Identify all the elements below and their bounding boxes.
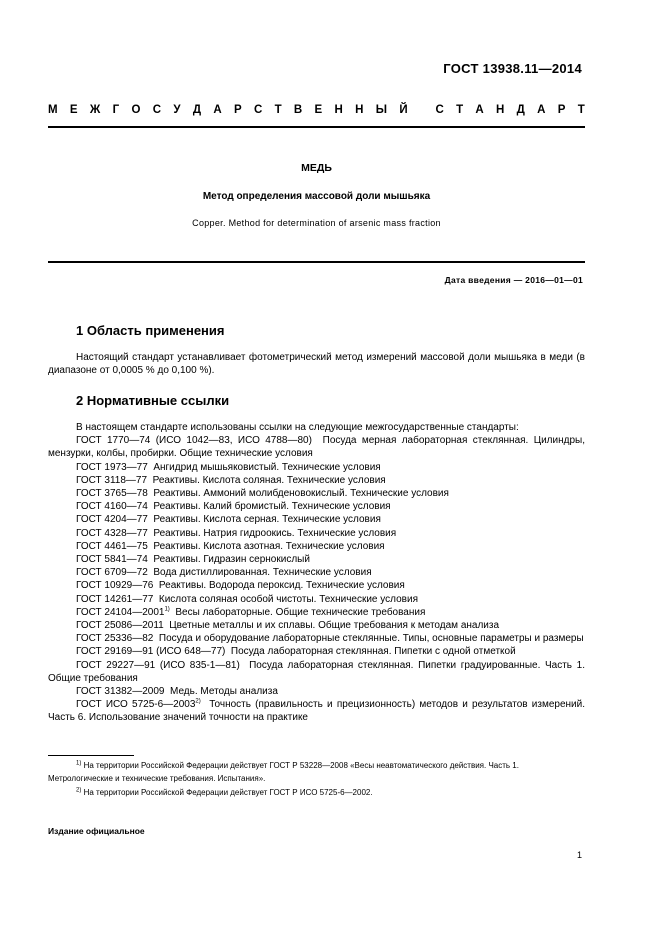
top-divider xyxy=(48,126,585,128)
reference-text-rest: Точность (правильность и прецизионность) методов и результатов измерений. Часть 6. Использование значений точности на практике xyxy=(48,699,588,724)
reference-line xyxy=(48,487,585,500)
reference-text: В настоящем стандарте использованы ссылки на следующие межгосударственные стандарты: xyxy=(76,422,519,433)
reference-line xyxy=(48,659,588,685)
footnote-text: На территории Российской Федерации действует ГОСТ Р ИСО 5725-6—2002. xyxy=(81,788,373,797)
reference-text: ГОСТ 24104—2001 xyxy=(76,606,165,618)
reference-line xyxy=(48,540,585,553)
interstate-letter: Н xyxy=(334,104,343,116)
interstate-letter: Т xyxy=(456,104,464,116)
interstate-letter: Ж xyxy=(89,104,101,116)
reference-line xyxy=(48,421,585,434)
reference-line xyxy=(48,645,585,658)
reference-line xyxy=(48,553,585,566)
interstate-letter xyxy=(420,104,423,116)
interstate-letter: М xyxy=(48,104,58,116)
reference-line xyxy=(48,632,585,645)
footnote-mark: 2) xyxy=(76,787,82,794)
document-code: ГОСТ 13938.11—2014 xyxy=(443,61,582,76)
reference-text: ГОСТ 25086—2011 Цветные металлы и их сплавы. Общие требования к методам анализа xyxy=(76,620,500,632)
reference-text: ГОСТ 29227—91 (ИСО 835-1—81) Посуда лабораторная стеклянная. Пипетки градуированные. Часть 1. Общие требования xyxy=(48,659,588,684)
section-1-body xyxy=(48,351,585,377)
reference-text: ГОСТ 14261—77 Кислота соляная особой чистоты. Технические условия xyxy=(76,593,418,605)
section-2-body xyxy=(48,421,588,725)
reference-text: ГОСТ 29169—91 (ИСО 648—77) Посуда лабораторная стеклянная. Пипетки с одной отметкой xyxy=(76,646,516,658)
interstate-letter: А xyxy=(475,104,484,116)
footnote-mark: 1) xyxy=(164,606,170,613)
introduction-date: Дата введения — 2016—01—01 xyxy=(444,275,583,285)
reference-text: ГОСТ 4204—77 Реактивы. Кислота серная. Технические условия xyxy=(76,514,381,526)
footnote-divider xyxy=(48,755,134,756)
interstate-letter: Н xyxy=(355,104,364,116)
reference-text: ГОСТ ИСО 5725-6—2003 xyxy=(76,699,196,711)
interstate-letter: Ы xyxy=(375,104,388,116)
reference-line xyxy=(48,566,585,579)
interstate-standard-heading xyxy=(48,104,585,116)
interstate-letter: С xyxy=(435,104,444,116)
footnote xyxy=(48,760,585,785)
section-1-paragraph: Настоящий стандарт устанавливает фотометрический метод измерений массовой доли мышьяка в меди (в диапазоне от 0,0005 % до 0,100 %). xyxy=(48,352,585,377)
reference-line xyxy=(48,619,585,632)
reference-line xyxy=(48,513,585,526)
interstate-letter: Т xyxy=(274,104,282,116)
interstate-letter: Р xyxy=(557,104,566,116)
section-1-heading: 1 Область применения xyxy=(76,323,225,338)
document-title: МЕДЬ xyxy=(301,162,332,174)
footnote-text: На территории Российской Федерации действует ГОСТ Р 53228—2008 «Весы неавтоматического действия. Часть 1. Метрологические и технические требования. Испытания». xyxy=(48,761,519,783)
reference-line xyxy=(48,527,585,540)
interstate-letter: Д xyxy=(516,104,525,116)
interstate-letter: А xyxy=(537,104,546,116)
interstate-letter: Е xyxy=(69,104,78,116)
reference-line xyxy=(48,606,585,619)
interstate-letter: О xyxy=(131,104,141,116)
reference-text: ГОСТ 6709—72 Вода дистиллированная. Технические условия xyxy=(76,567,372,579)
reference-text: ГОСТ 10929—76 Реактивы. Водорода пероксид. Технические условия xyxy=(76,580,405,592)
interstate-letter: А xyxy=(213,104,222,116)
interstate-letter: Н xyxy=(496,104,505,116)
footnote xyxy=(48,787,585,800)
reference-text: ГОСТ 1973—77 Ангидрид мышьяковистый. Технические условия xyxy=(76,461,381,473)
interstate-letter: С xyxy=(152,104,162,116)
title-divider xyxy=(48,261,585,263)
reference-text: ГОСТ 5841—74 Реактивы. Гидразин сернокислый xyxy=(76,554,310,566)
interstate-letter: Г xyxy=(112,104,120,116)
interstate-letter: У xyxy=(173,104,181,116)
reference-line xyxy=(48,461,585,474)
interstate-letter: Е xyxy=(314,104,323,116)
interstate-letter: Й xyxy=(399,104,408,116)
section-2-heading: 2 Нормативные ссылки xyxy=(76,393,230,408)
reference-line xyxy=(48,434,588,460)
reference-text: ГОСТ 1770—74 (ИСО 1042—83, ИСО 4788—80) Посуда мерная лабораторная стеклянная. Цилиндры, мензурки, колбы, пробирки. Общие технические условия xyxy=(48,435,588,460)
document-subtitle: Метод определения массовой доли мышьяка xyxy=(202,191,431,202)
reference-text: ГОСТ 4461—75 Реактивы. Кислота азотная. Технические условия xyxy=(76,540,385,552)
reference-text: ГОСТ 4160—74 Реактивы. Калий бромистый. Технические условия xyxy=(76,501,391,513)
reference-line xyxy=(48,500,585,513)
interstate-letter: Т xyxy=(577,104,585,116)
reference-text-rest: Весы лабораторные. Общие технические требования xyxy=(169,606,426,618)
reference-text: ГОСТ 3765—78 Реактивы. Аммоний молибденовокислый. Технические условия xyxy=(76,488,449,500)
reference-line xyxy=(48,579,585,592)
reference-text: ГОСТ 25336—82 Посуда и оборудование лабораторные стеклянные. Типы, основные параметры и размеры xyxy=(76,633,584,645)
english-title: Copper. Method for determination of arsenic mass fraction xyxy=(192,218,441,228)
reference-text: ГОСТ 4328—77 Реактивы. Натрия гидроокись. Технические условия xyxy=(76,527,397,539)
reference-line xyxy=(48,474,585,487)
reference-line xyxy=(48,593,585,606)
page-number: 1 xyxy=(576,850,582,860)
interstate-letter: Д xyxy=(192,104,202,116)
official-edition-label: Издание официальное xyxy=(48,826,145,836)
reference-text: ГОСТ 3118—77 Реактивы. Кислота соляная. Технические условия xyxy=(76,474,386,486)
footnote-mark: 2) xyxy=(195,698,201,705)
interstate-letter: Р xyxy=(233,104,242,116)
reference-line xyxy=(48,698,588,724)
interstate-letter: В xyxy=(293,104,303,116)
footnotes xyxy=(48,760,585,800)
reference-line xyxy=(48,685,585,698)
interstate-letter: С xyxy=(253,104,263,116)
reference-text: ГОСТ 31382—2009 Медь. Методы анализа xyxy=(76,686,278,698)
footnote-mark: 1) xyxy=(76,760,82,767)
